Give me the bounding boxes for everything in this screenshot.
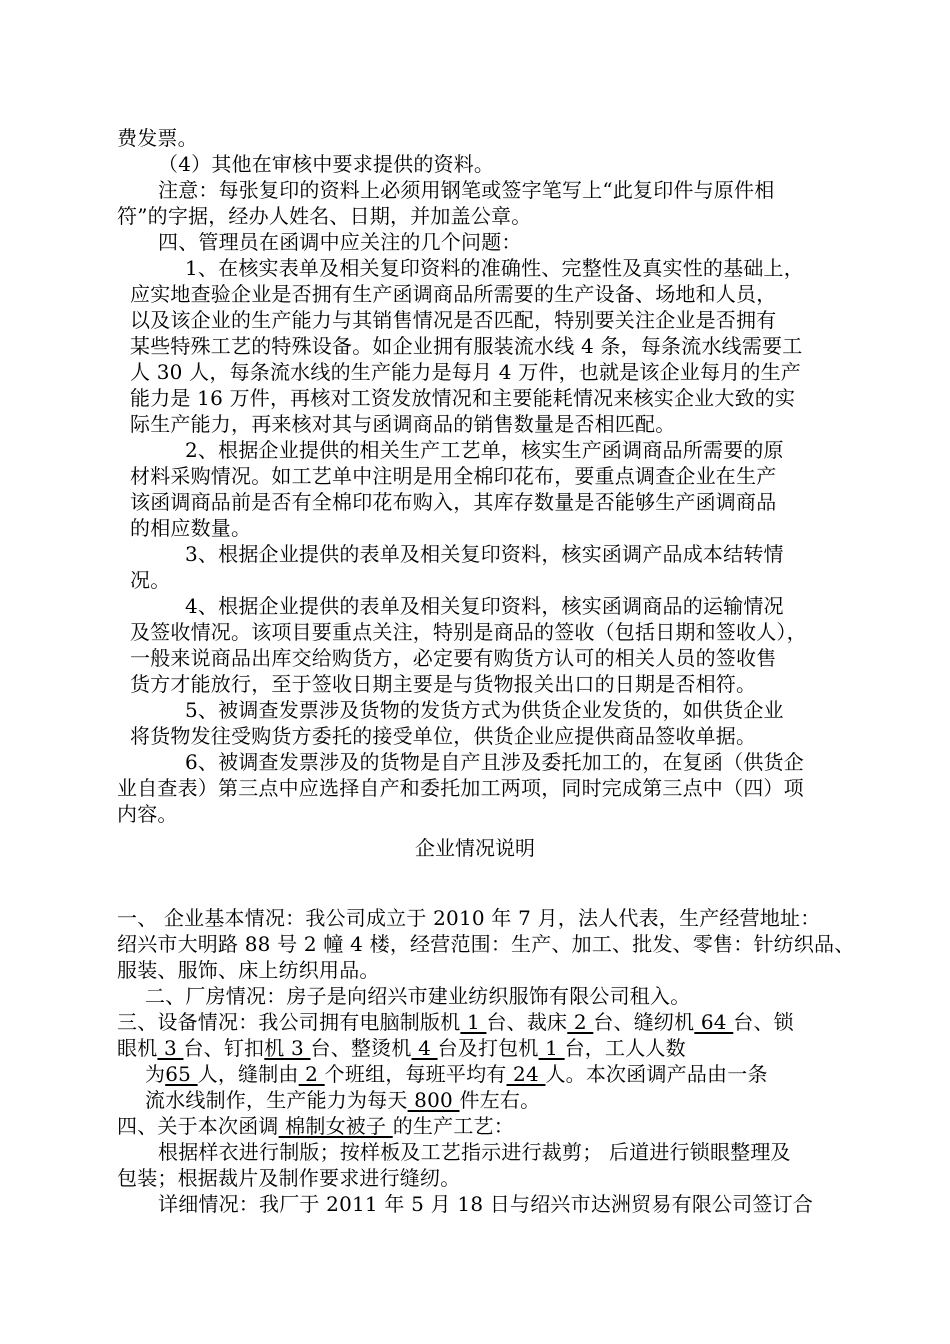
filled-value: 3 — [157, 1036, 184, 1060]
text: 台及打包机 — [437, 1036, 539, 1060]
text: 人。本次函调产品由一条 — [545, 1062, 768, 1086]
text: 四、关于本次函调 — [117, 1114, 279, 1138]
product-name: 棉制女被子 — [278, 1114, 393, 1138]
text-line: 一般来说商品出库交给购货方，必定要有购货方认可的相关人员的签收售 — [130, 646, 777, 670]
text-line: 四、管理员在函调中应关注的几个问题： — [158, 230, 522, 254]
text-line: 二、厂房情况：房子是向绍兴市建业纺织服饰有限公司租入。 — [145, 984, 691, 1008]
text-line: 详细情况：我厂于 2011 年 5 月 18 日与绍兴市达洲贸易有限公司签订合 — [158, 1192, 814, 1216]
text-line: 材料采购情况。如工艺单中注明是用全棉印花布，要重点调查企业在生产 — [130, 464, 777, 488]
filled-value: 2 — [298, 1062, 325, 1086]
text-line: 1、在核实表单及相关复印资料的准确性、完整性及真实性的基础上， — [185, 256, 804, 280]
filled-value: 24 — [506, 1062, 546, 1086]
text: 为 — [145, 1062, 166, 1086]
filled-value: 机 3 — [264, 1036, 311, 1060]
text-line: 将货物发往受购货方委托的接受单位，供货企业应提供商品签收单据。 — [130, 724, 757, 748]
text: 人，缝制由 — [197, 1062, 299, 1086]
filled-value: 65 — [165, 1062, 198, 1086]
text-line: 内容。 — [117, 802, 178, 826]
section-title: 企业情况说明 — [415, 836, 535, 860]
text: 台、钉扣 — [183, 1036, 265, 1060]
equipment-line-3 — [145, 1061, 768, 1087]
text-line: 一、 企业基本情况：我公司成立于 2010 年 7 月，法人代表，生产经营地址： — [117, 906, 821, 930]
text-line: （4）其他在审核中要求提供的资料。 — [158, 152, 495, 176]
text: 台、锁 — [733, 1010, 794, 1034]
equipment-line-1 — [117, 1009, 794, 1035]
text: 台、裁床 — [486, 1010, 568, 1034]
text-line: 费发票。 — [117, 126, 198, 150]
text-line: 服装、服饰、床上纺织用品。 — [117, 958, 380, 982]
filled-value: 4 — [411, 1036, 438, 1060]
text-line: 能力是 16 万件，再核对工资发放情况和主要能耗情况来核实企业大致的实 — [130, 386, 796, 410]
text-line: 及签收情况。该项目要重点关注，特别是商品的签收（包括日期和签收人）， — [130, 620, 807, 644]
filled-value: 800 — [407, 1088, 460, 1112]
text-line: 3、根据企业提供的表单及相关复印资料，核实函调产品成本结转情 — [185, 542, 784, 566]
text: 流水线制作，生产能力为每天 — [145, 1088, 408, 1112]
process-heading — [117, 1113, 514, 1139]
text-line: 符”的字据，经办人姓名、日期，并加盖公章。 — [117, 204, 532, 228]
text: 台、整烫机 — [310, 1036, 412, 1060]
text: 眼机 — [117, 1036, 158, 1060]
filled-value: 1 — [460, 1010, 487, 1034]
text: 件左右。 — [459, 1088, 541, 1112]
text-line: 该函调商品前是否有全棉印花布购入，其库存数量是否能够生产函调商品 — [130, 490, 777, 514]
text: 台、缝纫机 — [593, 1010, 695, 1034]
text-line: 5、被调查发票涉及货物的发货方式为供货企业发货的，如供货企业 — [185, 698, 784, 722]
text-line: 绍兴市大明路 88 号 2 幢 4 楼，经营范围：生产、加工、批发、零售：针纺织品、 — [117, 932, 855, 956]
equipment-line-2 — [117, 1035, 686, 1061]
text-line: 况。 — [130, 568, 171, 592]
filled-value: 2 — [567, 1010, 594, 1034]
text: 个班组，每班平均有 — [324, 1062, 507, 1086]
text-line: 际生产能力，再来核对其与函调商品的销售数量是否相匹配。 — [130, 412, 676, 436]
text-line: 某些特殊工艺的特殊设备。如企业拥有服装流水线 4 条，每条流水线需要工 — [130, 334, 803, 358]
text-line: 6、被调查发票涉及的货物是自产且涉及委托加工的，在复函（供货企 — [185, 750, 804, 774]
text: 台，工人人数 — [564, 1036, 686, 1060]
equipment-line-4 — [145, 1087, 540, 1113]
text-line: 包装；根据裁片及制作要求进行缝纫。 — [117, 1166, 461, 1190]
text-line: 应实地查验企业是否拥有生产函调商品所需要的生产设备、场地和人员， — [130, 282, 777, 306]
text-line: 注意：每张复印的资料上必须用钢笔或签字笔写上“此复印件与原件相 — [158, 178, 775, 202]
text-line: 业自查表）第三点中应选择自产和委托加工两项，同时完成第三点中（四）项 — [117, 776, 804, 800]
filled-value: 1 — [538, 1036, 565, 1060]
text-line: 2、根据企业提供的相关生产工艺单，核实生产函调商品所需要的原 — [185, 438, 784, 462]
filled-value: 64 — [694, 1010, 734, 1034]
text-line: 货方才能放行，至于签收日期主要是与货物报关出口的日期是否相符。 — [130, 672, 757, 696]
text-line: 以及该企业的生产能力与其销售情况是否匹配，特别要关注企业是否拥有 — [130, 308, 777, 332]
text-line: 的相应数量。 — [130, 516, 252, 540]
text: 三、设备情况：我公司拥有电脑制版机 — [117, 1010, 461, 1034]
text-line: 根据样衣进行制版；按样板及工艺指示进行裁剪； 后道进行锁眼整理及 — [158, 1140, 791, 1164]
text-line: 4、根据企业提供的表单及相关复印资料，核实函调商品的运输情况 — [185, 594, 784, 618]
text-line: 人 30 人，每条流水线的生产能力是每月 4 万件，也就是该企业每月的生产 — [130, 360, 802, 384]
text: 的生产工艺： — [392, 1114, 514, 1138]
